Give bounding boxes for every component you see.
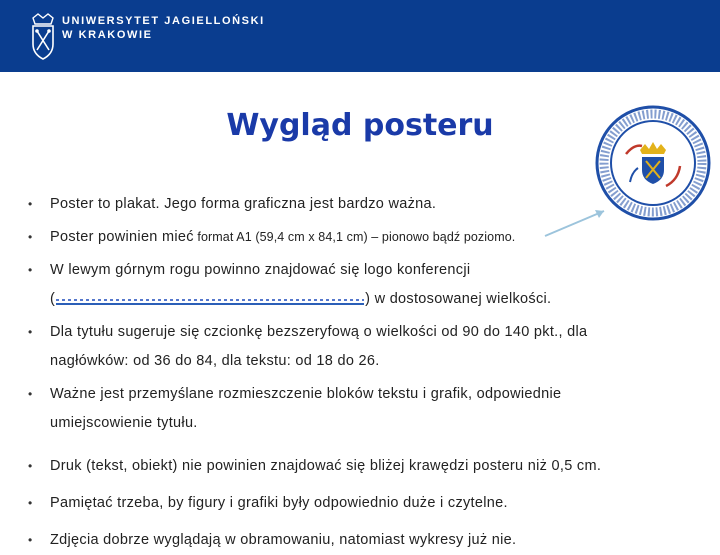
bullet-text: Poster powinien mieć bbox=[50, 229, 194, 245]
conference-link[interactable] bbox=[56, 293, 364, 305]
university-crest-icon bbox=[30, 12, 56, 62]
list-item bbox=[24, 223, 704, 252]
bullet-text: • Dla tytułu sugeruje się czcionkę bezszeryfową o wielkości od 90 do 140 pkt., dla bbox=[50, 324, 588, 340]
bullet-text: Zdjęcia dobrze wyglądają w obramowaniu, natomiast wykresy już nie. bbox=[50, 532, 517, 548]
bullet-list bbox=[24, 190, 704, 555]
university-name bbox=[62, 14, 265, 42]
header-bar bbox=[0, 0, 720, 72]
list-item bbox=[24, 190, 704, 219]
list-item bbox=[24, 526, 704, 555]
bullet-text: • Ważne jest przemyślane rozmieszczenie bloków tekstu i grafik, odpowiednie bbox=[50, 386, 562, 402]
bullet-text: Pamiętać trzeba, by figury i grafiki były odpowiednio duże i czytelne. bbox=[50, 495, 508, 511]
bullet-text-line2: nagłówków: od 36 do 84, dla tekstu: od 18 do 26. bbox=[50, 353, 380, 369]
list-item bbox=[24, 489, 704, 518]
bullet-text: Druk (tekst, obiekt) nie powinien znajdować się bliżej krawędzi posteru niż 0,5 cm. bbox=[50, 458, 602, 474]
bullet-text: Poster to plakat. Jego forma graficzna jest bardzo ważna. bbox=[50, 196, 437, 212]
bullet-text-close: ) w dostosowanej wielkości. bbox=[365, 291, 552, 307]
list-item bbox=[24, 256, 704, 314]
open-paren: ( bbox=[50, 291, 56, 307]
bullet-text-small: format A1 (59,4 cm x 84,1 cm) – pionowo bądź poziomo. bbox=[193, 230, 516, 244]
bullet-text-line2 bbox=[50, 285, 704, 314]
university-name-line2: W KRAKOWIE bbox=[62, 29, 153, 41]
slide-title: Wygląd posteru bbox=[226, 108, 494, 143]
list-item bbox=[24, 318, 704, 376]
list-item bbox=[24, 380, 704, 438]
list-item bbox=[24, 452, 704, 481]
university-name-line1: UNIWERSYTET JAGIELLOŃSKI bbox=[62, 15, 265, 27]
bullet-text: • W lewym górnym rogu powinno znajdować się logo konferencji bbox=[50, 262, 471, 278]
bullet-text-line2: umiejscowienie tytułu. bbox=[50, 415, 198, 431]
